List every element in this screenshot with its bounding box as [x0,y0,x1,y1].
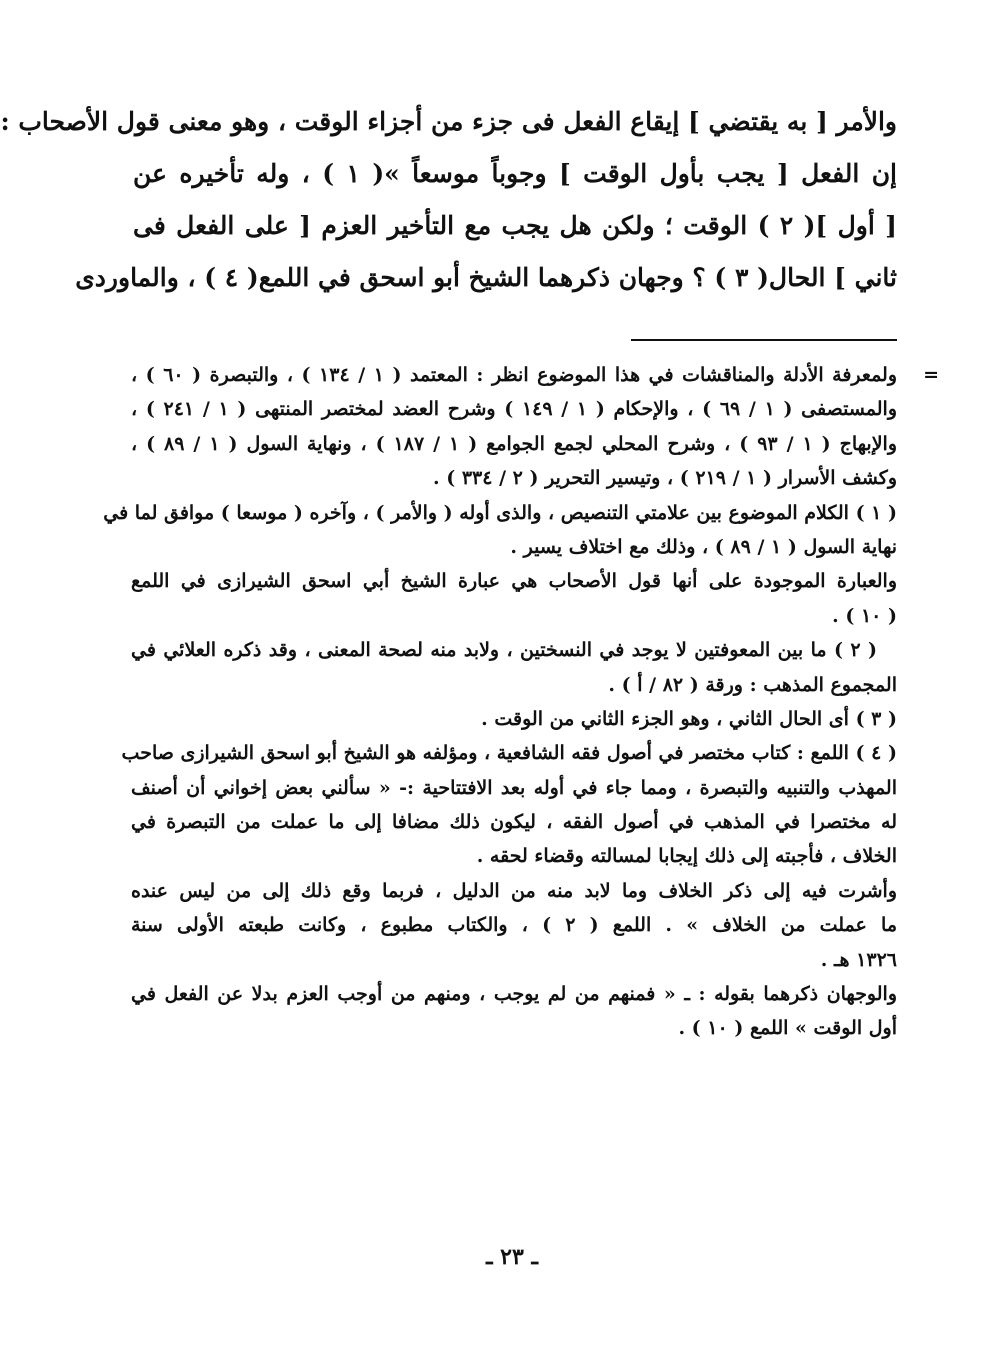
footnote-line: والمستصفى ( ١ / ٦٩ ) ، والإحكام ( ١ / ١٤٩ ) وشرح العضد لمختصر المنتهى ( ١ / ٢٤١ ) ، [131,398,898,421]
main-text-line: ثاني ] الحال( ٣ ) ؟ وجهان ذكرهما الشيخ أبو اسحق في اللمع( ٤ ) ، والماوردى [75,263,897,292]
footnote-line: والوجهان ذكرهما بقوله : ـ « فمنهم من لم يوجب ، ومنهم من أوجب العزم بدلا عن الفعل في [131,983,897,1006]
footnotes-block [103,358,939,1046]
main-text-line: والأمر [ به يقتضي ] إيقاع الفعل فى جزء من أجزاء الوقت ، وهو معنى قول الأصحاب : [0,107,897,136]
footnote-line-text: ولمعرفة الأدلة والمناقشات في هذا الموضوع انظر : المعتمد ( ١ / ١٣٤ ) ، والتبصرة ( ٦٠ ) ، [131,364,898,386]
footnote-line: ( ٢ ) ما بين المعوفتين لا يوجد في النسختين ، ولابد منه لصحة المعنى ، وقد ذكره العلائي في [131,639,877,662]
page-number: ـ ٢٣ ـ [486,1244,538,1270]
footnote-line: له مختصرا في المذهب في أصول الفقه ، ليكون ذلك مضافا إلى ما عملت من التبصرة في [131,811,897,834]
footnote-line: والعبارة الموجودة على أنها قول الأصحاب هي عبارة الشيخ أبي اسحق الشيرازى في اللمع [131,570,897,593]
main-text-line: [ أول ]( ٢ ) الوقت ؛ ولكن هل يجب مع التأخير العزم [ على الفعل فى [133,211,897,240]
continuation-marker: = [923,364,939,386]
footnote-line: ما عملت من الخلاف » . اللمع ( ٢ ) ، والكتاب مطبوع ، وكانت طبعته الأولى سنة [131,914,898,937]
footnote-line: ( ٤ ) اللمع : كتاب مختصر في أصول فقه الشافعية ، ومؤلفه هو الشيخ أبو اسحق الشيرازى صاحب [121,742,897,765]
footnote-line: نهاية السول ( ١ / ٨٩ ) ، وذلك مع اختلاف يسير . [510,535,897,558]
footnote-line: المهذب والتنبيه والتبصرة ، ومما جاء في أوله بعد الافتتاحية :- « سألني بعض إخواني أن أصنف [131,776,897,799]
footnote-line: ( ١٠ ) . [832,604,897,627]
footnote-line [131,358,939,392]
footnote-separator [631,339,897,341]
footnote-line: ( ٣ ) أى الحال الثاني ، وهو الجزء الثاني من الوقت . [481,707,897,730]
main-text-line: إن الفعل [ يجب بأول الوقت ] وجوباً موسعاً »( ١ ) ، وله تأخيره عن [133,159,898,188]
footnote-line: المجموع المذهب : ورقة ( ٨٢ / أ ) . [608,673,897,696]
footnote-line: وأشرت فيه إلى ذكر الخلاف وما لابد منه من الدليل ، فربما وقع ذلك إلى من ليس عنده [131,879,897,902]
footnote-line: الخلاف ، فأجبته إلى ذلك إيجابا لمسالته وقضاء لحقه . [476,845,897,868]
footnote-line: وكشف الأسرار ( ١ / ٢١٩ ) ، وتيسير التحرير ( ٢ / ٣٣٤ ) . [432,467,897,490]
footnote-line: ( ١ ) الكلام الموضوع بين علامتي التنصيص ، والذى أوله ( والأمر ) ، وآخره ( موسعا ) موافق لما في [103,501,897,524]
footnote-line: أول الوقت » اللمع ( ١٠ ) . [678,1017,897,1040]
main-text-block [0,96,898,304]
footnote-line: والإبهاج ( ١ / ٩٣ ) ، وشرح المحلي لجمع الجوامع ( ١ / ١٨٧ ) ، ونهاية السول ( ١ / ٨٩ ) ، [131,432,898,455]
footnote-line: ١٣٢٦ هـ . [820,948,897,971]
